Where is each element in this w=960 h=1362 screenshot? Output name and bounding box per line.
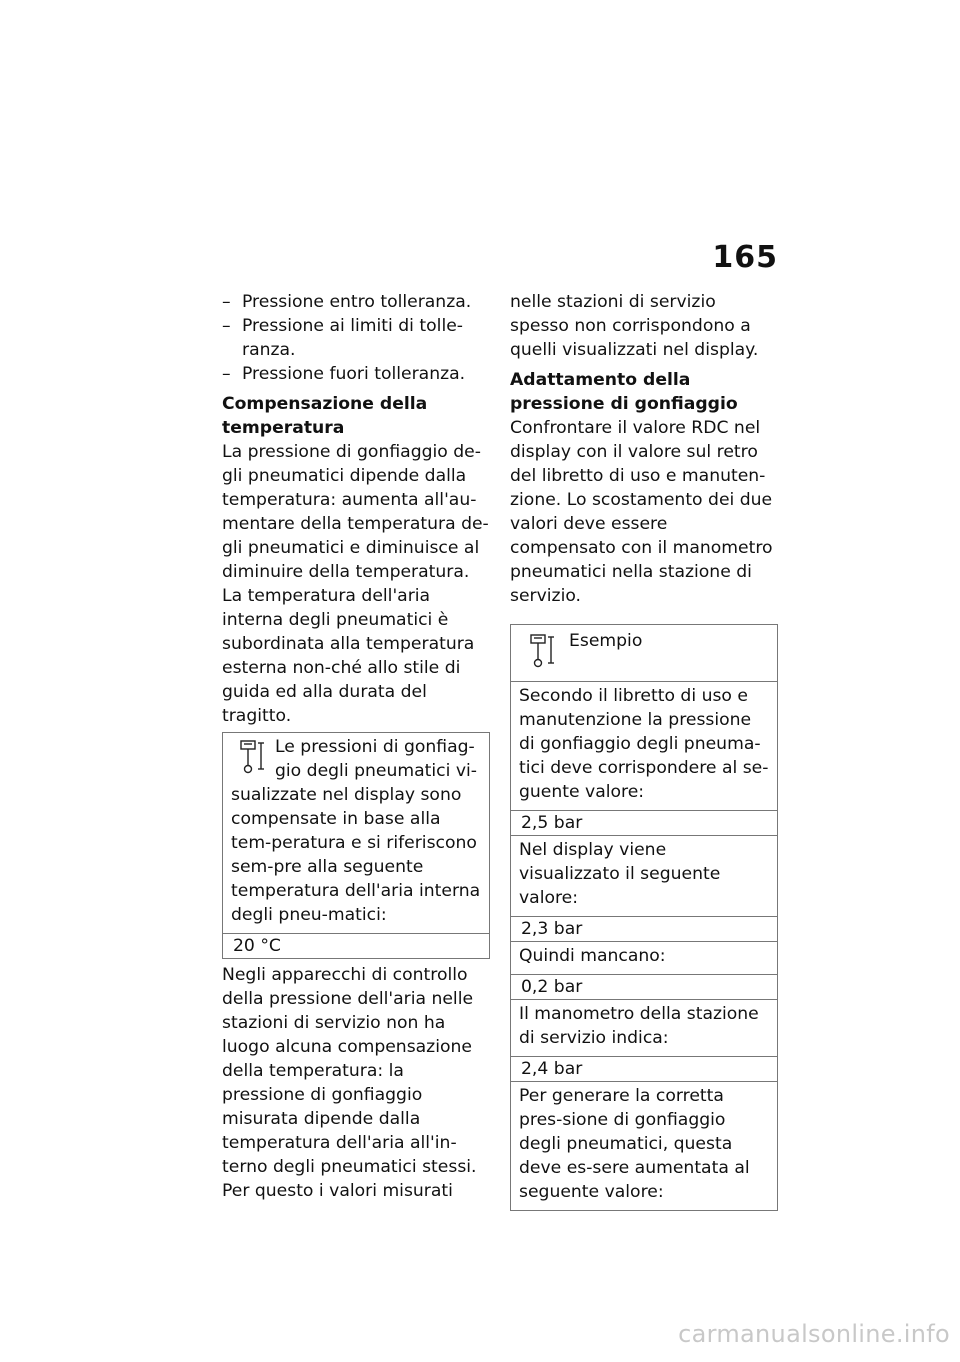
list-item: – Pressione entro tolleranza. bbox=[222, 290, 490, 314]
watermark-logo: carmanualsonline.info bbox=[678, 1320, 950, 1348]
list-item: – Pressione ai limiti di tolle-ranza. bbox=[222, 314, 490, 362]
note-value: 20 °C bbox=[233, 936, 281, 956]
example-row: Quindi mancano: bbox=[511, 941, 777, 974]
list-item: – Pressione fuori tolleranza. bbox=[222, 362, 490, 386]
right-column bbox=[510, 290, 778, 1215]
note-value-cell bbox=[223, 933, 489, 958]
example-header-cell bbox=[511, 625, 777, 681]
paragraph: Confrontare il valore RDC nel display con il valore sul retro del libretto di uso e manuten-zione. Lo scostamento dei due valori deve essere compensato con il manometro pneumatici nella stazione di servizio. bbox=[510, 418, 773, 606]
note-text: Le pressioni di gonfiag-gio degli pneumatici vi-sualizzate nel display sono compensate in base alla tem-peratura e si riferiscono sem-pre alla seguente temperatura dell'aria interna degli pneu-matici: bbox=[231, 737, 481, 925]
example-row: Il manometro della stazione di servizio indica: bbox=[511, 999, 777, 1056]
example-row: Per generare la corretta pres-sione di gonfiaggio degli pneumatici, questa deve es-sere aumentata al seguente valore: bbox=[511, 1081, 777, 1210]
tire-pressure-icon bbox=[237, 739, 265, 775]
tire-pressure-icon bbox=[527, 633, 555, 669]
paragraph: nelle stazioni di servizio spesso non corrispondono a quelli visualizzati nel display. bbox=[510, 292, 759, 360]
example-box bbox=[510, 624, 778, 1211]
paragraph: Negli apparecchi di controllo della pressione dell'aria nelle stazioni di servizio non ha luogo alcuna compensazione della temperatura: la pressione di gonfiaggio misurata dipende dalla temperatura dell'aria all'in-terno degli pneumatici stessi. Per questo i valori misurati bbox=[222, 965, 477, 1201]
left-column bbox=[222, 290, 490, 1203]
example-title: Esempio bbox=[569, 631, 643, 651]
section-heading-adjustment: Adattamento della pressione di gonfiaggio bbox=[510, 370, 738, 414]
example-row: Secondo il libretto di uso e manutenzione la pressione di gonfiaggio degli pneuma-tici deve corrispondere al se-guente valore: bbox=[511, 681, 777, 810]
status-list bbox=[222, 290, 490, 386]
section-heading-temperature: Compensazione della temperatura bbox=[222, 394, 428, 438]
example-value: 2,3 bar bbox=[511, 916, 777, 941]
note-text-cell bbox=[223, 733, 489, 933]
example-value: 2,5 bar bbox=[511, 810, 777, 835]
paragraph: La pressione di gonfiaggio de-gli pneumatici dipende dalla temperatura: aumenta all'au-mentare della temperatura de-gli pneumatici e diminuisce al diminuire della temperatura. La temperatura dell'aria interna degli pneumatici è subordinata alla temperatura esterna non-ché allo stile di guida ed alla durata del tragitto. bbox=[222, 442, 489, 726]
note-box bbox=[222, 732, 490, 959]
page-number: 165 bbox=[712, 240, 778, 275]
example-value: 2,4 bar bbox=[511, 1056, 777, 1081]
example-value: 0,2 bar bbox=[511, 974, 777, 999]
example-row: Nel display viene visualizzato il seguente valore: bbox=[511, 835, 777, 916]
